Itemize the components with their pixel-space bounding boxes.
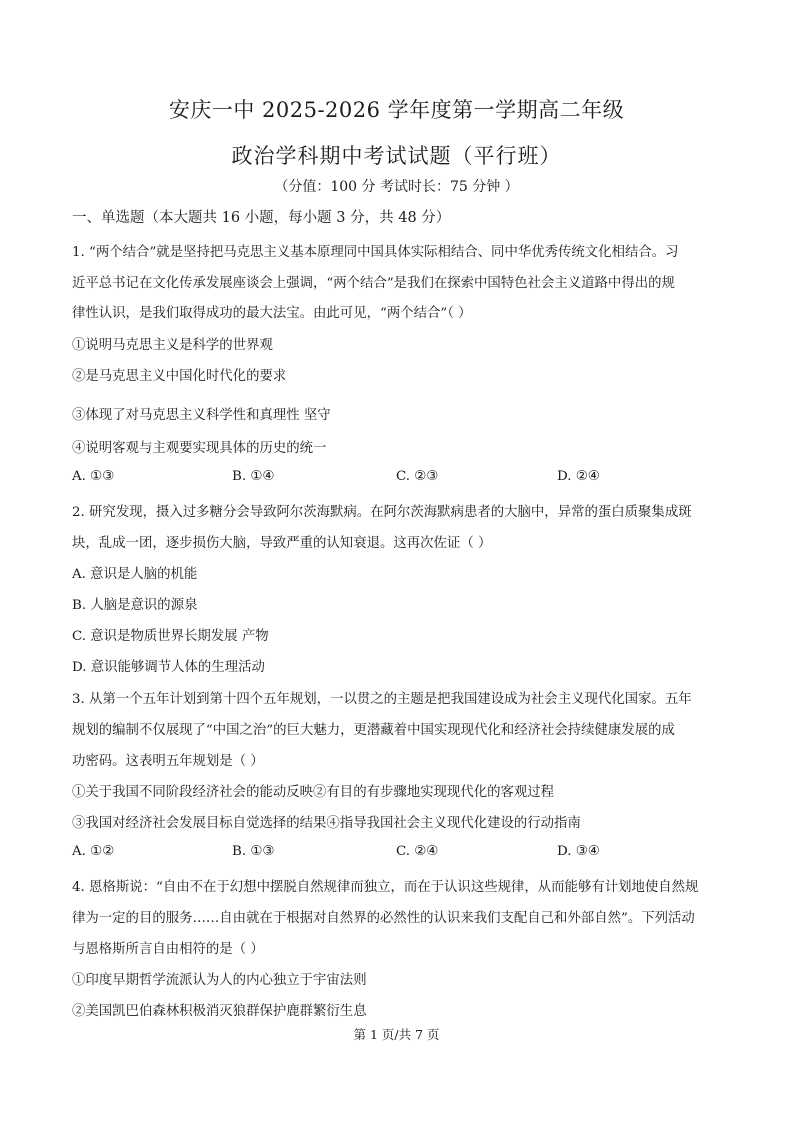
- question-3-stem-line: 规划的编制不仅展现了“中国之治”的巨大魅力，更潜藏着中国实现现代化和经济社会持续健康发展的成: [72, 723, 675, 738]
- question-3-option-c: C. ②④: [396, 844, 439, 859]
- question-3-item: ①关于我国不同阶段经济社会的能动反映②有目的有步骤地实现现代化的客观过程: [72, 785, 555, 800]
- question-4-item: ②美国凯巴伯森林积极消灭狼群保护鹿群繁衍生息: [72, 1004, 367, 1019]
- question-2-stem-line: 块，乱成一团，逐步损伤大脑，导致严重的认知衰退。这再次佐证（ ）: [72, 536, 492, 551]
- question-1-item: ④说明客观与主观要实现具体的历史的统一: [72, 441, 327, 456]
- question-4-stem-line: 与恩格斯所言自由相符的是（ ）: [72, 942, 264, 957]
- question-3-stem-line: 3. 从第一个五年计划到第十四个五年规划，一以贯之的主题是把我国建设成为社会主义现代化国家。五年: [72, 692, 692, 707]
- question-3-option-a: A. ①②: [72, 844, 115, 859]
- question-3-stem-line: 功密码。这表明五年规划是（ ）: [72, 754, 264, 769]
- question-3-item: ③我国对经济社会发展目标自觉选择的结果④指导我国社会主义现代化建设的行动指南: [72, 816, 581, 831]
- question-1-option-d: D. ②④: [557, 469, 600, 484]
- exam-title-line1: 安庆一中 2025-2026 学年度第一学期高二年级: [168, 98, 625, 122]
- question-3-option-b: B. ①③: [232, 844, 275, 859]
- exam-title-line2: 政治学科期中考试试题（平行班）: [231, 144, 562, 168]
- question-2-option-a: A. 意识是人脑的机能: [72, 567, 198, 582]
- question-4-stem-line: 律为一定的目的服务……自由就在于根据对自然界的必然性的认识来我们支配自己和外部自然”。下列活动: [72, 911, 695, 926]
- question-4-stem-line: 4. 恩格斯说：“自由不在于幻想中摆脱自然规律而独立，而在于认识这些规律，从而能够有计划地使自然规: [72, 880, 699, 895]
- question-2-option-c: C. 意识是物质世界长期发展 产物: [72, 629, 269, 644]
- question-1-item: ③体现了对马克思主义科学性和真理性 坚守: [72, 408, 331, 423]
- question-2-stem-line: 2. 研究发现，摄入过多糖分会导致阿尔茨海默病。在阿尔茨海默病患者的大脑中，异常的蛋白质聚集成斑: [72, 505, 692, 520]
- question-1-item: ①说明马克思主义是科学的世界观: [72, 338, 273, 353]
- question-1-option-a: A. ①③: [72, 469, 115, 484]
- question-1-item: ②是马克思主义中国化时代化的要求: [72, 369, 287, 384]
- question-4-item: ①印度早期哲学流派认为人的内心独立于宇宙法则: [72, 973, 367, 988]
- question-1-option-c: C. ②③: [396, 469, 439, 484]
- page-footer: 第 1 页/共 7 页: [353, 1027, 440, 1042]
- section-heading: 一、单选题（本大题共 16 小题，每小题 3 分，共 48 分）: [72, 210, 451, 226]
- question-2-option-d: D. 意识能够调节人体的生理活动: [72, 660, 265, 675]
- question-2-option-b: B. 人脑是意识的源泉: [72, 598, 198, 613]
- question-1-stem-line: 律性认识，是我们取得成功的最大法宝。由此可见，“两个结合”（ ）: [72, 306, 472, 321]
- question-1-stem-line: 1. “两个结合”就是坚持把马克思主义基本原理同中国具体实际相结合、同中华优秀传统文化相结合。习: [72, 245, 679, 260]
- question-3-option-d: D. ③④: [557, 844, 600, 859]
- question-1-stem-line: 近平总书记在文化传承发展座谈会上强调，“两个结合”是我们在探索中国特色社会主义道路中得出的规: [72, 276, 675, 291]
- question-1-option-b: B. ①④: [232, 469, 275, 484]
- exam-info: （分值：100 分 考试时长：75 分钟 ）: [274, 179, 519, 195]
